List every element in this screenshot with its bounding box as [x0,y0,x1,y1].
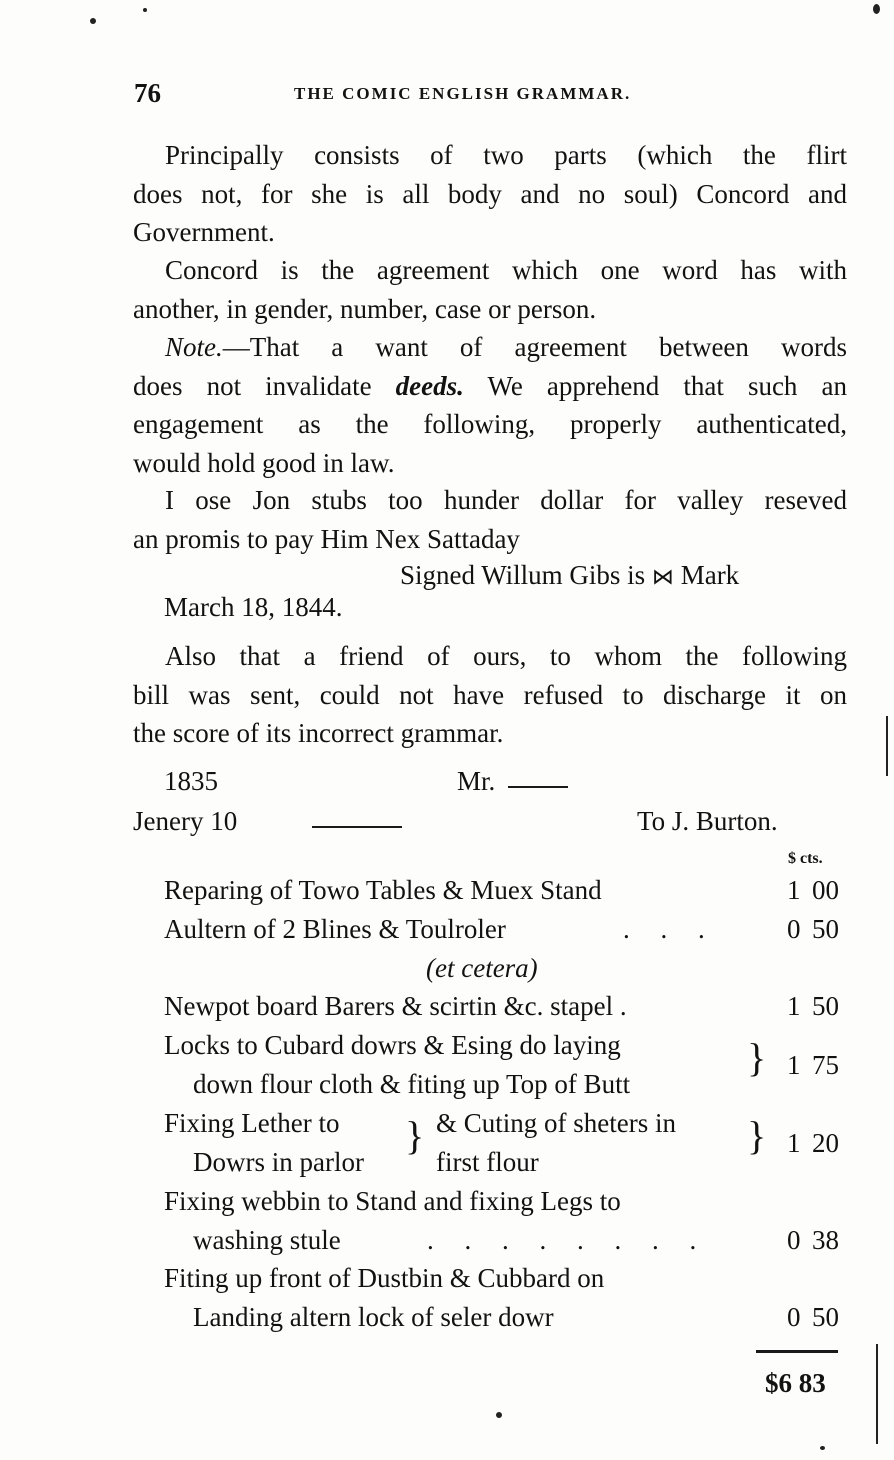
text-line [133,328,847,367]
page-header [134,78,834,108]
blank-rule [312,826,402,828]
scan-speck [873,4,880,14]
text-line: the score of its incorrect grammar. [133,718,504,748]
brace-icon: } [747,1035,767,1080]
brace-icon: } [405,1113,425,1158]
quoted-promissory-note [133,481,847,558]
scan-speck [496,1412,502,1418]
running-title: THE COMIC ENGLISH GRAMMAR. [294,84,632,103]
scan-speck [143,8,147,12]
currency-header: $ cts. [788,850,823,867]
amount-cents: 50 [812,914,839,944]
scan-speck [820,1446,825,1450]
bill-total: $6 83 [765,1368,826,1398]
text-line: would hold good in law. [133,447,395,478]
bill-item-text: Aultern of 2 Blines & Toulroler [164,914,506,944]
text-line: does not, for she is all body and no soul) Concord and [133,178,847,209]
amount-dollars: 0 [787,1225,801,1255]
bill-year: 1835 [164,766,218,796]
bill-item-text: Newpot board Barers & scirtin &c. stapel . [164,991,627,1021]
bill-item-text: Fixing webbin to Stand and fixing Legs to [164,1186,621,1216]
note-text: —That a want of agreement between words [222,332,847,362]
bill-item-text-cont: first flour [436,1147,539,1177]
paragraph-parts-of-syntax [133,136,847,252]
et-cetera: (et cetera) [426,953,538,983]
text-fragment: does not invalidate [133,370,396,401]
scan-speck [90,18,96,24]
bill-item-text-cont: washing stule [193,1225,341,1255]
text-line: bill was sent, could not have refused to discharge it on [133,679,847,710]
amount-cents: 75 [812,1050,839,1080]
blank-rule [508,786,568,788]
amount-cents: 50 [812,1302,839,1332]
signature-line [400,560,739,591]
text-line: Government. [133,217,275,247]
text-line: Also that a friend of ours, to whom the following [165,641,847,671]
amount-cents: 38 [812,1225,839,1255]
bill-item-text: Reparing of Towo Tables & Muex Stand [164,875,602,905]
scan-speck [876,1344,878,1444]
total-rule [756,1350,838,1353]
amount-dollars: 0 [787,914,801,944]
bill-item-text-cont: Dowrs in parlor [193,1147,364,1177]
leader-dots: . . . [623,914,717,944]
amount-cents: 50 [812,991,839,1021]
brace-icon: } [747,1113,767,1158]
bill-item-text: Locks to Cubard dowrs & Esing do laying [164,1030,621,1060]
amount-cents: 00 [812,875,839,905]
amount-dollars: 1 [787,1050,801,1080]
mark-text: Mark [673,560,740,590]
amount-dollars: 1 [787,1128,801,1158]
text-line [133,367,847,406]
scan-speck [886,716,888,776]
text-line: I ose Jon stubs too hunder dollar for valley reseved [165,485,847,515]
signed-text: Signed Willum Gibs is [400,560,652,590]
amount-cents: 20 [812,1128,839,1158]
bill-mr: Mr. [457,766,496,796]
text-line: an promis to pay Him Nex Sattaday [133,523,520,554]
paragraph-concord [133,251,847,328]
mark-icon: ⋈ [651,565,674,590]
page-number: 76 [134,78,161,108]
text-line: engagement as the following, properly authenticated, [133,409,847,439]
bill-item-text: Fixing Lether to [164,1108,340,1138]
amount-dollars: 1 [787,875,801,905]
note-date: March 18, 1844. [164,592,343,622]
paragraph-bill-intro [133,637,847,753]
bill-item-text: Fiting up front of Dustbin & Cubbard on [164,1263,605,1293]
note-label: Note. [165,332,223,362]
paragraph-note [133,328,847,482]
text-line: Concord is the agreement which one word has with [165,255,847,285]
bill-item-text-cont: down flour cloth & fiting up Top of Butt [193,1069,631,1099]
text-fragment: We apprehend that such an [463,370,847,401]
amount-dollars: 0 [787,1302,801,1332]
deeds-emphasis: deeds. [395,370,464,401]
bill-item-text: & Cuting of sheters in [436,1108,676,1138]
amount-dollars: 1 [787,991,801,1021]
bill-item-text-cont: Landing altern lock of seler dowr [193,1302,554,1332]
bill-date: Jenery 10 [133,806,238,836]
text-line: another, in gender, number, case or person. [133,293,597,324]
leader-dots: . . . . . . . . [427,1225,709,1255]
bill-recipient: To J. Burton. [637,806,778,836]
text-line: Principally consists of two parts (which the flirt [165,140,847,170]
